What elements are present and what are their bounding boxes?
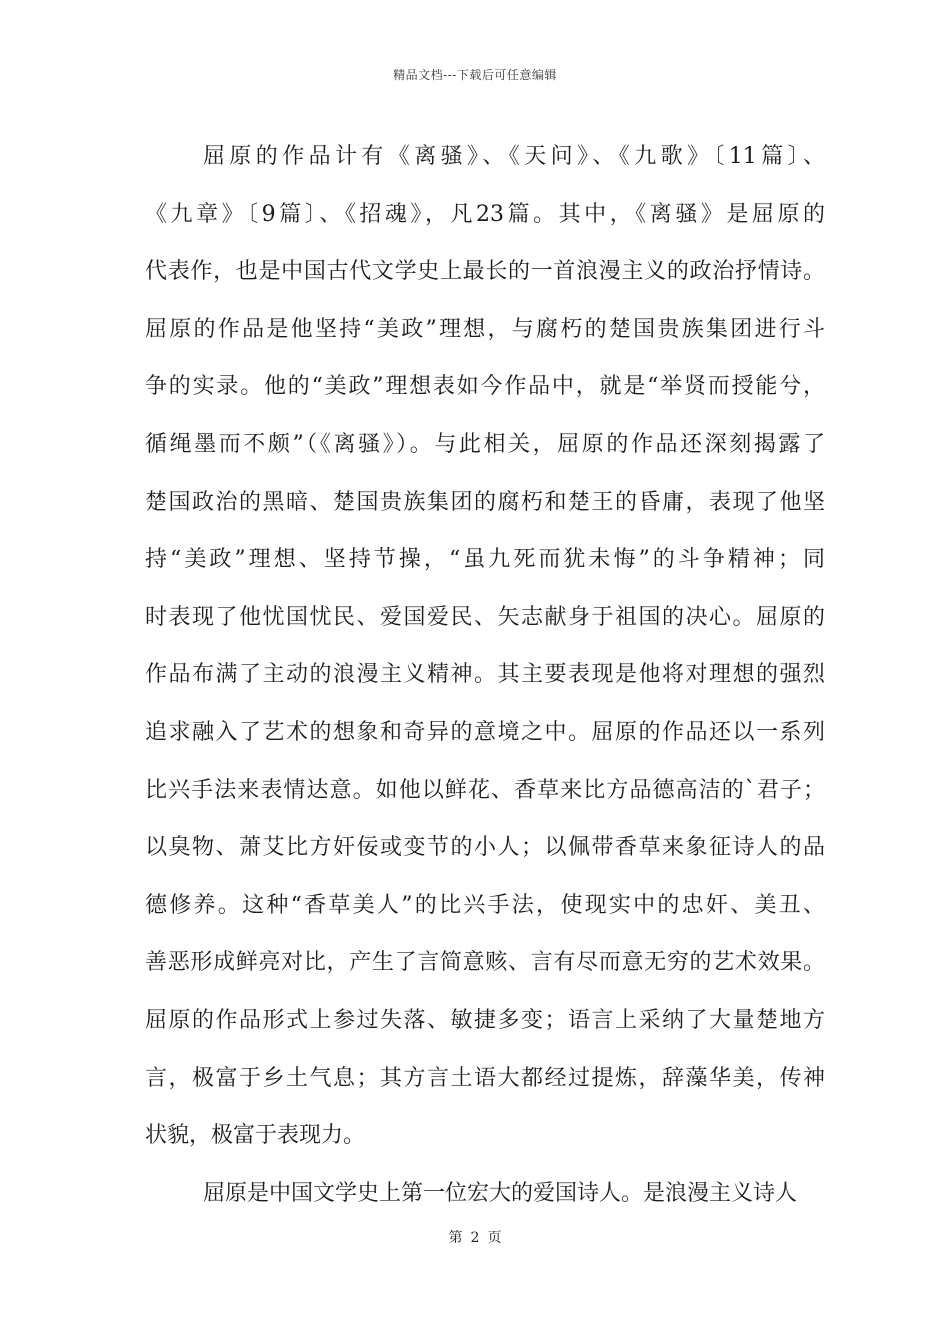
paragraph-1-line-18: 状貌，极富于表现力。 bbox=[145, 1123, 366, 1149]
paragraph-1-line-16: 屈原的作品形式上参过失落、敏捷多变；语言上采纳了大量楚地方 bbox=[145, 1007, 825, 1033]
document-body bbox=[145, 128, 825, 1222]
paragraph-2-line-1: 屈原是中国文学史上第一位宏大的爱国诗人。是浪漫主义诗人 bbox=[203, 1180, 798, 1206]
paragraph-1-line-6: 循绳墨而不颇”（《离骚》）。与此相关，屈原的作品还深刻揭露了 bbox=[145, 431, 825, 457]
page-number: 2 bbox=[470, 1230, 480, 1246]
paragraph-1-line-3: 代表作，也是中国古代文学史上最长的一首浪漫主义的政治抒情诗。 bbox=[145, 259, 825, 285]
page-header: 精品文档---下载后可任意编辑 bbox=[393, 68, 557, 82]
paragraph-1-line-4: 屈原的作品是他坚持“美政”理想，与腐朽的楚国贵族集团进行斗 bbox=[145, 316, 825, 342]
page-number-footer bbox=[0, 1227, 950, 1247]
paragraph-1-line-12: 比兴手法来表情达意。如他以鲜花、香草来比方品德高洁的`君子； bbox=[145, 777, 825, 803]
paragraph-1-line-11: 追求融入了艺术的想象和奇异的意境之中。屈原的作品还以一系列 bbox=[145, 719, 825, 745]
paragraph-1-line-13: 以臭物、萧艾比方奸佞或变节的小人；以佩带香草来象征诗人的品 bbox=[145, 835, 825, 861]
page-suffix: 页 bbox=[487, 1230, 502, 1246]
paragraph-1-line-7: 楚国政治的黑暗、楚国贵族集团的腐朽和楚王的昏庸，表现了他坚 bbox=[145, 489, 825, 515]
paragraph-1-line-17: 言，极富于乡土气息；其方言土语大都经过提炼，辞藻华美，传神 bbox=[145, 1065, 825, 1091]
paragraph-1-line-1: 屈原的作品计有《离骚》、《天问》、《九歌》〔11篇〕、 bbox=[203, 144, 825, 169]
paragraph-1-line-9: 时表现了他忧国忧民、爱国爱民、矢志献身于祖国的决心。屈原的 bbox=[145, 604, 825, 630]
paragraph-1-line-15: 善恶形成鲜亮对比，产生了言简意赅、言有尽而意无穷的艺术效果。 bbox=[145, 950, 825, 976]
paragraph-1-line-2: 《九章》〔9篇〕、《招魂》，凡23篇。其中，《离骚》是屈原的 bbox=[145, 201, 825, 227]
paragraph-1-line-10: 作品布满了主动的浪漫主义精神。其主要表现是他将对理想的强烈 bbox=[145, 662, 825, 688]
page-prefix: 第 bbox=[448, 1230, 463, 1246]
paragraph-1-line-14: 德修养。这种“香草美人”的比兴手法，使现实中的忠奸、美丑、 bbox=[145, 892, 825, 918]
paragraph-1-line-8: 持“美政”理想、坚持节操，“虽九死而犹未悔”的斗争精神；同 bbox=[145, 547, 825, 573]
paragraph-1-line-5: 争的实录。他的“美政”理想表如今作品中，就是“举贤而授能兮， bbox=[145, 374, 825, 400]
